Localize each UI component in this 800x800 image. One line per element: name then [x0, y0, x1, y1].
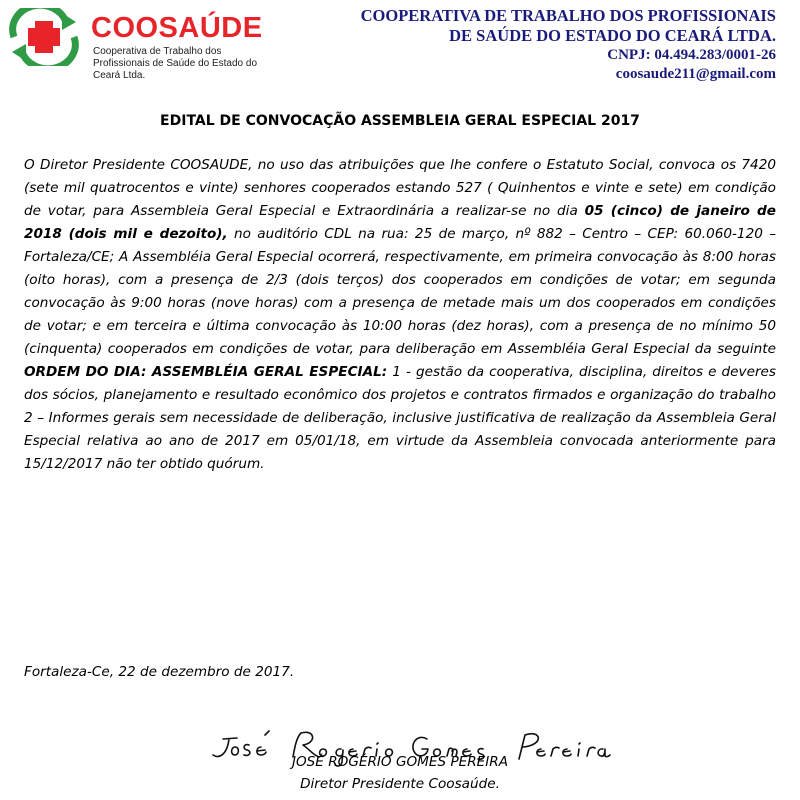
- document-title: EDITAL DE CONVOCAÇÃO ASSEMBLEIA GERAL ESPECIAL 2017: [160, 113, 640, 129]
- body-text-part3: 1 - gestão da cooperativa, disciplina, direitos e deveres dos sócios, planejamento e resultado econômico dos projetos e contratos firmados e organização do trabalho 2 – Informes gerais sem necessidade de deliberação, inclusive justificativa de realização da Assembleia Geral Especial relativa ao ano de 2017 em 05/01/18, em virtude da Assembleia convocada anteriormente para 15/12/2017 não ter obtido quórum.: [24, 364, 776, 472]
- body-bold-date: 05 (cinco) de janeiro de 2018 (dois mil e dezoito),: [24, 203, 776, 242]
- document-body: [24, 154, 776, 476]
- org-name-line1: COOPERATIVA DE TRABALHO DOS PROFISSIONAIS: [360, 6, 776, 25]
- brand-name: COOSAÚDE: [91, 12, 263, 44]
- signatory-name: JOSÉ ROGÉRIO GOMES PEREIRA: [291, 754, 509, 770]
- body-bold-order: ORDEM DO DIA: ASSEMBLÉIA GERAL ESPECIAL:: [24, 364, 388, 380]
- org-cnpj: CNPJ: 04.494.283/0001-26: [607, 47, 776, 63]
- body-text-part2: no auditório CDL na rua: 25 de março, nº 882 – Centro – CEP: 60.060-120 – Fortaleza/CE; A Assembléia Geral Especial ocorrerá, respectivamente, em primeira convocação às 8:00 horas (oito horas), com a presença de 2/3 (dois terços) dos cooperados em condições de votar; em segunda convocação às 9:00 horas (nove horas) com a presença de metade mais um dos cooperados em condições de votar; e em terceira e última convocação às 10:00 horas (dez horas), com a presença de no mínimo 50 (cinquenta) cooperados em condições de votar, para deliberação em Assembléia Geral Especial da seguinte: [24, 226, 777, 357]
- place-date: Fortaleza-Ce, 22 de dezembro de 2017.: [24, 664, 295, 680]
- organization-header: [276, 6, 776, 84]
- brand-subtitle: Cooperativa de Trabalho dos Profissionais de Saúde do Estado do Ceará Ltda.: [93, 46, 257, 81]
- signatory-role: Diretor Presidente Coosaúde.: [300, 776, 500, 792]
- body-text-part1: O Diretor Presidente COOSAUDE, no uso das atribuições que lhe confere o Estatuto Social, convoca os 7420 (sete mil quatrocentos e vinte) senhores cooperados estando 527 ( Quinhentos e vinte e sete) em condição de votar, para Assembleia Geral Especial e Extraordinária a realizar-se no dia: [24, 157, 776, 219]
- org-email: coosaude211@gmail.com: [615, 66, 776, 82]
- coosaude-logo: [4, 8, 84, 66]
- org-name-line2: DE SAÚDE DO ESTADO DO CEARÁ LTDA.: [449, 26, 776, 45]
